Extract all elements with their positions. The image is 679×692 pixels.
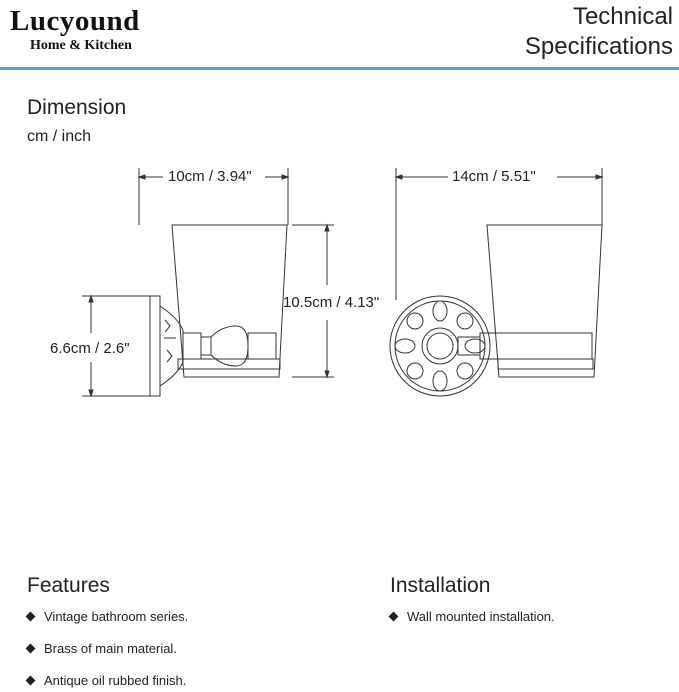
side-width-label: 10cm / 3.94" — [168, 168, 252, 185]
title-line-1: Technical — [572, 3, 673, 30]
height-label: 10.5cm / 4.13" — [283, 294, 380, 311]
side-view-holder — [150, 225, 287, 396]
installation-list-item — [390, 609, 555, 624]
bullet-icon — [26, 644, 36, 654]
dimension-units: cm / inch — [27, 128, 92, 145]
dimension-heading: Dimension — [27, 96, 127, 119]
brand-tagline: Home & Kitchen — [30, 38, 132, 53]
front-width-dimension — [396, 168, 602, 300]
front-view-holder — [390, 225, 602, 396]
title-line-2: Specifications — [524, 33, 673, 60]
bullet-icon — [389, 612, 399, 622]
base-height-label: 6.6cm / 2.6" — [50, 340, 130, 357]
bullet-icon — [26, 612, 36, 622]
feature-text: Antique oil rubbed finish. — [44, 673, 187, 688]
feature-text: Brass of main material. — [44, 641, 177, 656]
features-list-item — [27, 641, 177, 656]
features-heading: Features — [27, 574, 110, 597]
bullet-icon — [26, 676, 36, 686]
features-list-item — [27, 673, 186, 688]
features-list-item — [27, 609, 188, 624]
front-width-label: 14cm / 5.51" — [452, 168, 536, 185]
installation-text: Wall mounted installation. — [407, 609, 555, 624]
installation-heading: Installation — [390, 574, 491, 597]
feature-text: Vintage bathroom series. — [44, 609, 189, 624]
brand-name: Lucyound — [10, 5, 140, 37]
